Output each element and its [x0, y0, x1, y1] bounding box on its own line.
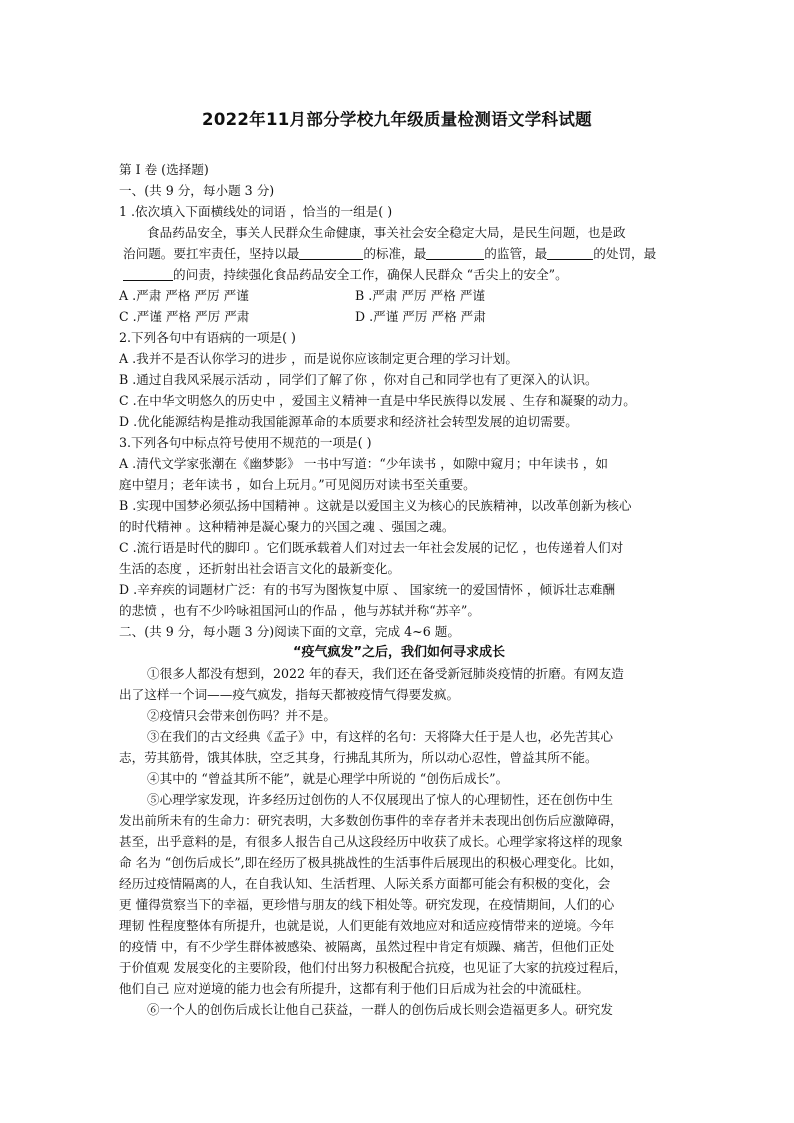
option-a: A .严肃 严格 严厉 严谨	[119, 288, 249, 303]
option-c: C .流行语是时代的脚印 。它们既承载着人们对过去一年社会发展的记忆 ，也传递着人们对	[119, 540, 624, 555]
question-1-passage-line: 食品药品安全，事关人民群众生命健康，事关社会安全稳定大局，是民生问题，也是政	[147, 225, 626, 240]
question-1-options-row	[119, 285, 679, 306]
fill-blank	[547, 245, 593, 260]
option-b: B .实现中国梦必须弘扬中国精神 。这就是以爱国主义为核心的民族精神，以改革创新为核心	[119, 498, 632, 513]
article-line: 他们自己 应对逆境的能力也会有所提升，这都有利于他们日后成为社会的中流砥柱。	[119, 981, 589, 996]
question-1-stem: 1 .依次填入下面横线处的词语 ，恰当的一组是( )	[119, 204, 393, 219]
article-line: 志，劳其筋骨，饿其体肤，空乏其身，行拂乱其所为，所以动心忍性，曾益其所不能。	[119, 750, 598, 765]
article-line: 更 懂得赏察当下的幸福，更珍惜与朋友的线下相处等。研究发现，在疫情期间，人们的心	[119, 897, 615, 912]
question-1-passage-line: 治问题。要扛牢责任，坚持以最 的标准，最 的监管，最 的处罚，最	[123, 246, 657, 261]
document-body	[119, 159, 679, 1020]
article-line: 甚至，出乎意料的是，有很多人报告自己从这段经历中收获了成长。心理学家将这样的现象	[119, 834, 623, 849]
page-title: 2022年11月部分学校九年级质量检测语文学科试题	[202, 110, 592, 129]
option-c: C .在中华文明悠久的历史中 ，爱国主义精神一直是中华民族得以发展 、生存和凝聚的动力。	[119, 393, 636, 408]
option-b: B .通过自我风采展示活动 ，同学们了解了你 ，你对自己和同学也有了更深入的认识。	[119, 372, 598, 387]
article-line: ④其中的 “曾益其所不能”，就是心理学中所说的 “创伤后成长”。	[147, 771, 509, 786]
option-c-cont: 生活的态度 ，还折射出社会语言文化的最新变化。	[119, 561, 401, 576]
fill-blank	[299, 245, 363, 260]
volume-header: 第 I 卷 (选择题)	[119, 162, 209, 177]
option-a-cont: 庭中望月；老年读书 ，如台上玩月。”可见阅历对读书至关重要。	[119, 477, 476, 492]
fill-blank	[123, 266, 173, 281]
fill-blank	[426, 245, 484, 260]
article-line: 的疫情 中，有不少学生群体被感染、被隔离，虽然过程中肯定有烦躁、痛苦，但他们正处	[119, 939, 615, 954]
article-line: 发出前所未有的生命力：研究表明，大多数创伤事件的幸存者并未表现出创伤后应激障碍，	[119, 813, 623, 828]
option-d: D .严谨 严厉 严格 严肃	[355, 309, 486, 324]
option-a: A .清代文学家张潮在《幽梦影》 一书中写道：“少年读书 ，如隙中窥月；中年读书 ，如	[119, 456, 608, 471]
option-b: B .严肃 严厉 严格 严谨	[355, 288, 486, 303]
question-2-stem: 2.下列各句中有语病的一项是( )	[119, 330, 296, 345]
article-line: ②疫情只会带来创伤吗？并不是。	[147, 708, 336, 723]
article-line: ①很多人都没有想到，2022 年的春天，我们还在备受新冠肺炎疫情的折磨。有网友造	[147, 666, 624, 681]
article-title: “疫气疯发”之后，我们如何寻求成长	[292, 645, 506, 660]
part-two-header: 二、(共 9 分，每小题 3 分)阅读下面的文章，完成 4~6 题。	[119, 624, 460, 639]
option-c: C .严谨 严格 严厉 严肃	[119, 309, 250, 324]
article-line: 经历过疫情隔离的人，在自我认知、生活哲理、人际关系方面都可能会有积极的变化，会	[119, 876, 611, 891]
option-d: D .辛弃疾的词题材广泛：有的书写为图恢复中原 、 国家统一的爱国情怀 ，倾诉壮志难酬	[119, 582, 616, 597]
part-one-header: 一、(共 9 分，每小题 3 分)	[119, 183, 275, 198]
article-line: 出了这样一个词——疫气疯发，指每天都被疫情气得要发疯。	[119, 687, 460, 702]
article-line: 于价值观 发展变化的主要阶段，他们付出努力积极配合抗疫，也见证了大家的抗疫过程后，	[119, 960, 627, 975]
article-line: ⑥一个人的创伤后成长让他自己获益，一群人的创伤后成长则会造福更多人。研究发	[147, 1002, 613, 1017]
option-d: D .优化能源结构是推动我国能源革命的本质要求和经济社会转型发展的迫切需要。	[119, 414, 578, 429]
option-b-cont: 的时代精神 。这种精神是凝心聚力的兴国之魂 、强国之魂。	[119, 519, 455, 534]
option-a: A .我并不是否认你学习的进步 ，而是说你应该制定更合理的学习计划。	[119, 351, 518, 366]
question-1-passage-line: 的问责，持续强化食品药品安全工作，确保人民群众 “舌尖上的安全”。	[119, 264, 679, 285]
question-1-options-row	[119, 306, 679, 327]
option-d-cont: 的悲愤 ，也有不少吟咏祖国河山的作品 ，他与苏轼并称“苏辛”。	[119, 603, 480, 618]
article-line: ⑤心理学家发现，许多经历过创伤的人不仅展现出了惊人的心理韧性，还在创伤中生	[147, 792, 613, 807]
article-line: 命 名为 “创伤后成长”,即在经历了极具挑战性的生活事件后展现出的积极心理变化。比如，	[119, 855, 623, 870]
article-line: 理韧 性程度整体有所提升，也就是说，人们更能有效地应对和适应疫情带来的逆境。今年	[119, 918, 615, 933]
article-body	[119, 663, 679, 1020]
article-line: ③在我们的古文经典《孟子》中，有这样的名句：天将降大任于是人也，必先苦其心	[147, 729, 613, 744]
question-3-stem: 3.下列各句中标点符号使用不规范的一项是( )	[119, 435, 372, 450]
